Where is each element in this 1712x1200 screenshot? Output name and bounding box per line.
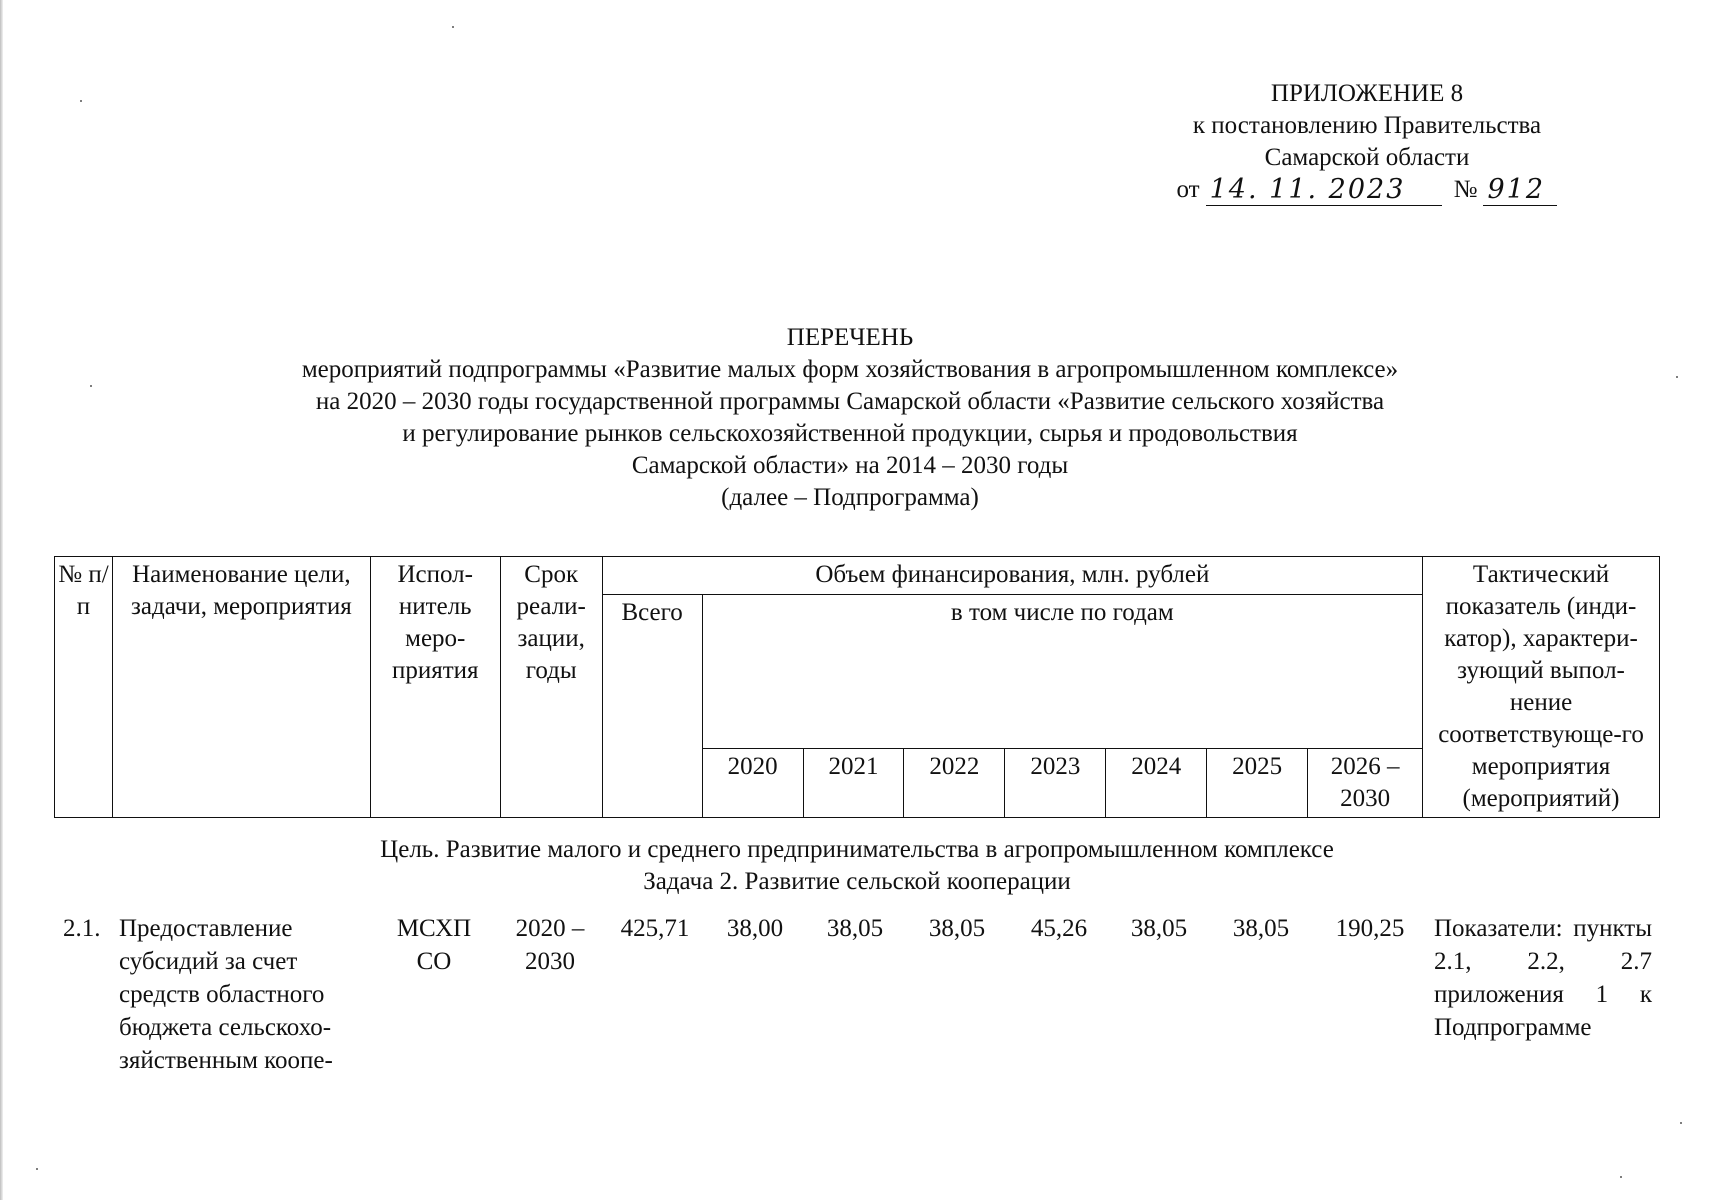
header-year: 2022 bbox=[904, 749, 1005, 818]
row-name-line: зяйственным коопе- bbox=[119, 1047, 333, 1074]
title-line-5: (далее – Подпрограмма) bbox=[721, 484, 979, 511]
row-number: 2.1. bbox=[63, 915, 101, 942]
scan-speck bbox=[36, 1168, 38, 1170]
header-total: Всего bbox=[602, 595, 702, 818]
appendix-line-2: Самарской области bbox=[1264, 144, 1470, 171]
row-year-value: 45,26 bbox=[1030, 915, 1088, 942]
title-heading: ПЕРЕЧЕНЬ bbox=[786, 324, 914, 351]
title-line-3: и регулирование рынков сельскохозяйственной продукции, сырья и продовольствия bbox=[402, 420, 1298, 447]
row-term: 2020 – 2030 bbox=[515, 915, 585, 975]
title-line-2: на 2020 – 2030 годы государственной программы Самарской области «Развитие сельского хозяйства bbox=[315, 388, 1385, 415]
header-term: Срок реали-зации, годы bbox=[500, 557, 602, 818]
appendix-line-1: к постановлению Правительства bbox=[1192, 112, 1542, 139]
scan-speck bbox=[80, 100, 82, 102]
appendix-block bbox=[1152, 78, 1582, 206]
row-year-value: 38,05 bbox=[928, 915, 986, 942]
scan-speck bbox=[1680, 1122, 1682, 1124]
handwritten-date: 14. 11. 2023 bbox=[1206, 175, 1442, 206]
row-year-value: 38,05 bbox=[1130, 915, 1188, 942]
goal-section bbox=[54, 834, 1660, 898]
row-name-line: бюджета сельскохо- bbox=[119, 1014, 332, 1041]
header-funding: Объем финансирования, млн. рублей bbox=[602, 557, 1422, 595]
title-line-1: мероприятий подпрограммы «Развитие малых форм хозяйствования в агропромышленном комплексе» bbox=[301, 356, 1399, 383]
row-name bbox=[119, 912, 364, 1077]
header-year: 2025 bbox=[1207, 749, 1308, 818]
row-year-value: 38,05 bbox=[826, 915, 884, 942]
row-year-value: 38,05 bbox=[1232, 915, 1290, 942]
row-total: 425,71 bbox=[620, 915, 690, 942]
header-year: 2026 – 2030 bbox=[1308, 749, 1423, 818]
header-year: 2020 bbox=[702, 749, 803, 818]
scan-speck bbox=[90, 385, 92, 387]
row-name-line: средств областного bbox=[119, 981, 325, 1008]
appendix-title: ПРИЛОЖЕНИЕ 8 bbox=[1270, 80, 1464, 107]
row-name-line: субсидий за счет bbox=[119, 948, 298, 975]
row-year-value: 190,25 bbox=[1335, 915, 1405, 942]
title-line-4: Самарской области» на 2014 – 2030 годы bbox=[631, 452, 1069, 479]
scan-speck bbox=[1676, 376, 1678, 378]
header-no: № п/п bbox=[55, 557, 113, 818]
document-title bbox=[180, 322, 1520, 514]
header-by-years: в том числе по годам bbox=[702, 595, 1422, 749]
row-indicator: Показатели: пункты 2.1, 2.2, 2.7 приложения 1 к Подпрограмме bbox=[1434, 915, 1652, 1041]
header-executor: Испол-нитель меро-приятия bbox=[370, 557, 500, 818]
scan-speck bbox=[1620, 1176, 1622, 1178]
date-prefix: от bbox=[1176, 176, 1200, 203]
funding-table-header bbox=[54, 556, 1660, 818]
task-heading: Задача 2. Развитие сельской кооперации bbox=[643, 868, 1071, 895]
row-executor: МСХП СО bbox=[396, 915, 472, 975]
row-year-value: 38,00 bbox=[726, 915, 784, 942]
header-year: 2024 bbox=[1106, 749, 1207, 818]
scan-edge bbox=[0, 0, 3, 1200]
appendix-date-line bbox=[1152, 174, 1582, 206]
header-year: 2023 bbox=[1005, 749, 1106, 818]
header-year: 2021 bbox=[803, 749, 904, 818]
header-indicator: Тактический показатель (инди-катор), характери-зующий выпол-нение соответствующе-го мероприятия (мероприятий) bbox=[1423, 557, 1660, 818]
handwritten-number: 912 bbox=[1483, 175, 1557, 206]
scan-speck bbox=[452, 26, 454, 28]
number-prefix: № bbox=[1453, 176, 1478, 203]
goal-heading: Цель. Развитие малого и среднего предпринимательства в агропромышленном комплексе bbox=[380, 836, 1334, 863]
header-name: Наименование цели, задачи, мероприятия bbox=[112, 557, 370, 818]
row-name-line: Предоставление bbox=[119, 915, 293, 942]
